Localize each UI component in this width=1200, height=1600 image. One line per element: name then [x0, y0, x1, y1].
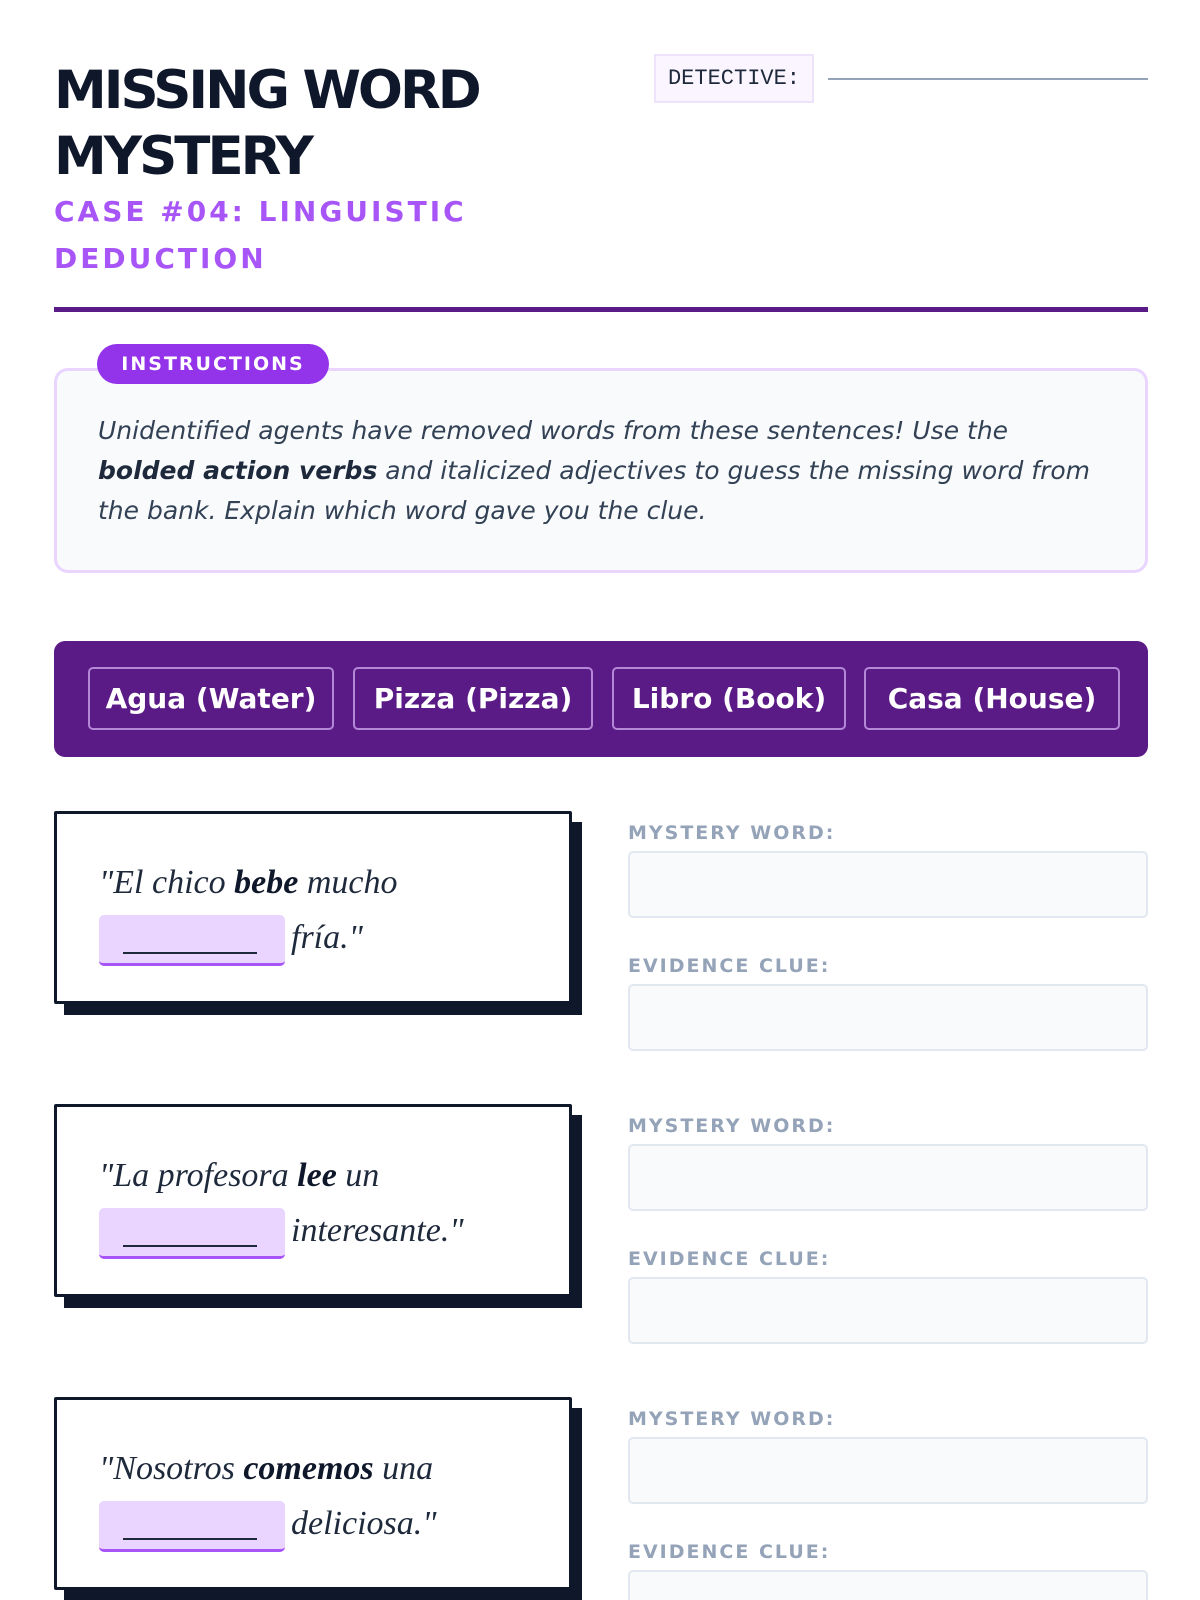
detective-label: DETECTIVE: — [654, 54, 814, 103]
instructions-text-part: and italicized adjectives to guess the missing word from the bank. Explain which word gave you the clue. — [98, 456, 1091, 525]
word-bank-item: Casa (House) — [864, 667, 1120, 730]
mystery-word-input[interactable] — [628, 1144, 1148, 1211]
header-divider — [54, 307, 1148, 312]
sentence-text — [99, 1148, 539, 1259]
sentence-part: "Nosotros — [99, 1450, 244, 1487]
sentence-card — [54, 1397, 572, 1590]
mystery-word-label: MYSTERY WORD: — [628, 1115, 836, 1137]
sentence-card — [54, 1104, 572, 1297]
word-bank-item: Agua (Water) — [88, 667, 334, 730]
sentence-part: fría." — [291, 919, 363, 956]
mystery-word-label: MYSTERY WORD: — [628, 1408, 836, 1430]
case-subtitle: CASE #04: LINGUISTIC DEDUCTION — [54, 195, 467, 275]
sentence-part: "El chico — [99, 864, 235, 901]
action-verb: lee — [297, 1157, 337, 1194]
sentence-part: deliciosa." — [291, 1505, 437, 1542]
sentence-part: "La profesora — [99, 1157, 298, 1194]
action-verb: bebe — [234, 864, 299, 901]
page-title: MISSING WORD MYSTERY — [54, 60, 479, 187]
sentence-part: mucho — [298, 864, 398, 901]
evidence-clue-input[interactable] — [628, 1277, 1148, 1344]
instructions-bold-text: bolded action verbs — [98, 456, 378, 485]
evidence-clue-input[interactable] — [628, 1570, 1148, 1600]
mystery-word-input[interactable] — [628, 851, 1148, 918]
sentence-text — [99, 1441, 539, 1552]
mystery-word-input[interactable] — [628, 1437, 1148, 1504]
evidence-clue-input[interactable] — [628, 984, 1148, 1051]
instructions-text — [98, 411, 1108, 531]
evidence-clue-label: EVIDENCE CLUE: — [628, 1541, 831, 1563]
evidence-clue-label: EVIDENCE CLUE: — [628, 1248, 831, 1270]
detective-name-line[interactable] — [828, 78, 1148, 80]
mystery-word-label: MYSTERY WORD: — [628, 822, 836, 844]
sentence-part: una — [373, 1450, 434, 1487]
sentence-part: un — [336, 1157, 380, 1194]
missing-word-blank — [99, 1501, 285, 1552]
word-bank — [54, 641, 1148, 757]
sentence-card — [54, 811, 572, 1004]
evidence-clue-label: EVIDENCE CLUE: — [628, 955, 831, 977]
missing-word-blank — [99, 915, 285, 966]
word-bank-item: Pizza (Pizza) — [353, 667, 593, 730]
instructions-badge: INSTRUCTIONS — [97, 344, 329, 384]
missing-word-blank — [99, 1208, 285, 1259]
word-bank-item: Libro (Book) — [612, 667, 846, 730]
action-verb: comemos — [243, 1450, 374, 1487]
sentence-text — [99, 855, 539, 966]
sentence-part: interesante." — [291, 1212, 464, 1249]
instructions-text-part: Unidentified agents have removed words from these sentences! Use the — [98, 416, 1009, 445]
